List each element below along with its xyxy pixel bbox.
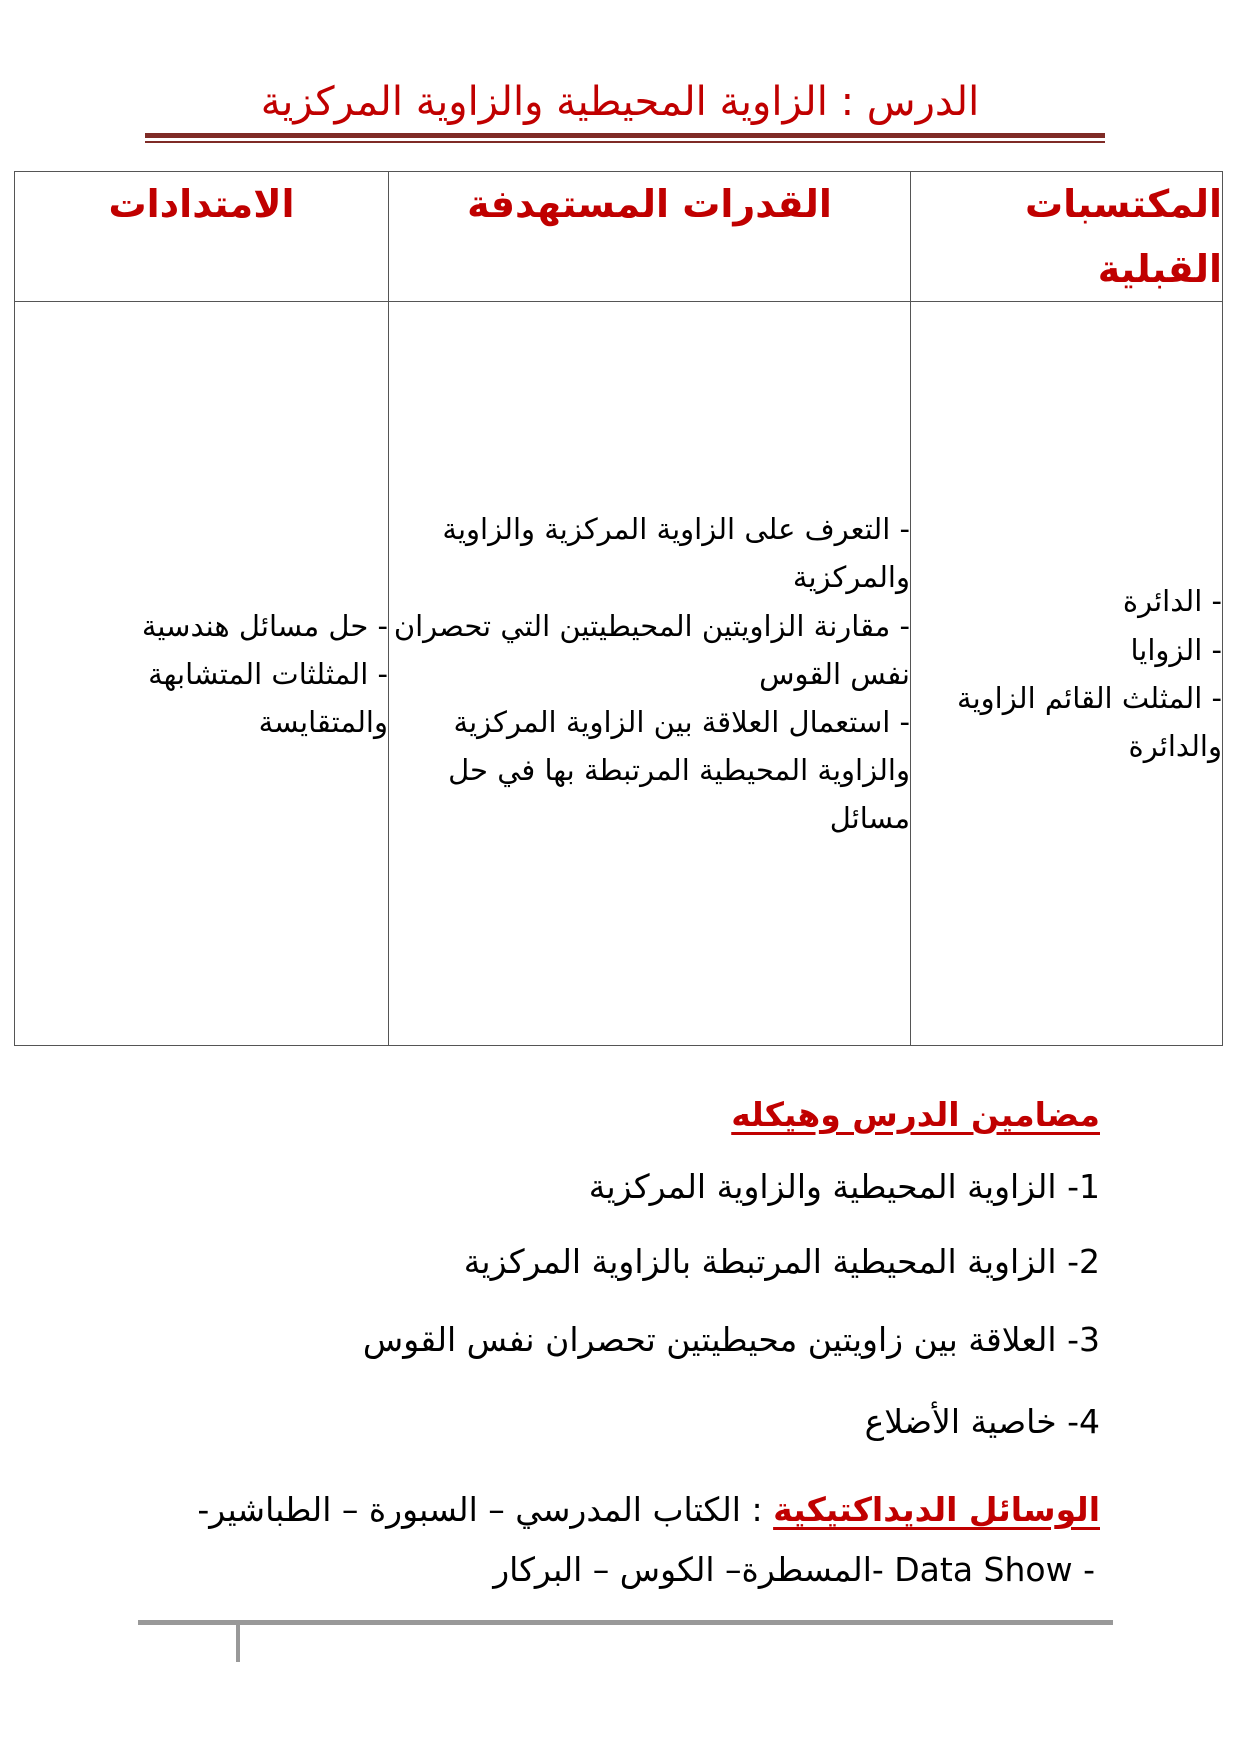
teaching-tools-line xyxy=(197,1490,1100,1529)
contents-heading: مضامين الدرس وهيكله xyxy=(731,1095,1100,1134)
target-skills-cell xyxy=(389,302,911,1046)
footer-rule xyxy=(138,1620,1113,1625)
teaching-tools-colon: : xyxy=(740,1490,774,1529)
content-item: 3- العلاقة بين زاويتين محيطيتين تحصران نفس القوس xyxy=(362,1320,1100,1359)
teaching-tools-label: الوسائل الديداكتيكية xyxy=(773,1490,1100,1529)
header-extensions: الامتدادات xyxy=(15,172,389,302)
extension-item: - المثلثات المتشابهة والمتقايسة xyxy=(148,656,388,739)
teaching-tools-list-2: المسطرة– الكوس – البركار xyxy=(493,1550,872,1589)
teaching-tools-data-show: - Data Show - xyxy=(871,1550,1095,1589)
skill-item: - التعرف على الزاوية المركزية والزاوية والمركزية xyxy=(442,512,910,595)
prerequisites-cell xyxy=(911,302,1223,1046)
teaching-tools-line-2 xyxy=(493,1550,1095,1589)
footer-tick xyxy=(236,1625,240,1662)
header-prerequisites: المكتسبات القبلية xyxy=(911,172,1223,302)
table-header-row xyxy=(15,172,1223,302)
content-item: 2- الزاوية المحيطية المرتبطة بالزاوية المركزية xyxy=(463,1242,1100,1281)
extensions-cell xyxy=(15,302,389,1046)
content-item: 4- خاصية الأضلاع xyxy=(864,1402,1100,1441)
skill-item: - استعمال العلاقة بين الزاوية المركزية والزاوية المحيطية المرتبطة بها في حل مسائل xyxy=(448,704,910,835)
skill-item: - مقارنة الزاويتين المحيطيتين التي تحصران نفس القوس xyxy=(393,608,910,691)
page-title: الدرس : الزاوية المحيطية والزاوية المركزية xyxy=(260,79,980,125)
prerequisite-item: - الدائرة xyxy=(1122,584,1222,619)
header-target-skills: القدرات المستهدفة xyxy=(389,172,911,302)
title-underline-thick xyxy=(145,133,1105,138)
table-body-row xyxy=(15,302,1223,1046)
lesson-overview-table xyxy=(14,171,1223,1046)
content-item: 1- الزاوية المحيطية والزاوية المركزية xyxy=(588,1167,1100,1206)
prerequisite-item: - المثلث القائم الزاوية والدائرة xyxy=(957,680,1222,763)
title-underline-thin xyxy=(145,141,1105,143)
teaching-tools-list: الكتاب المدرسي – السبورة – الطباشير- xyxy=(197,1490,741,1529)
extension-item: - حل مسائل هندسية xyxy=(141,608,388,643)
prerequisite-item: - الزوايا xyxy=(1130,632,1222,667)
